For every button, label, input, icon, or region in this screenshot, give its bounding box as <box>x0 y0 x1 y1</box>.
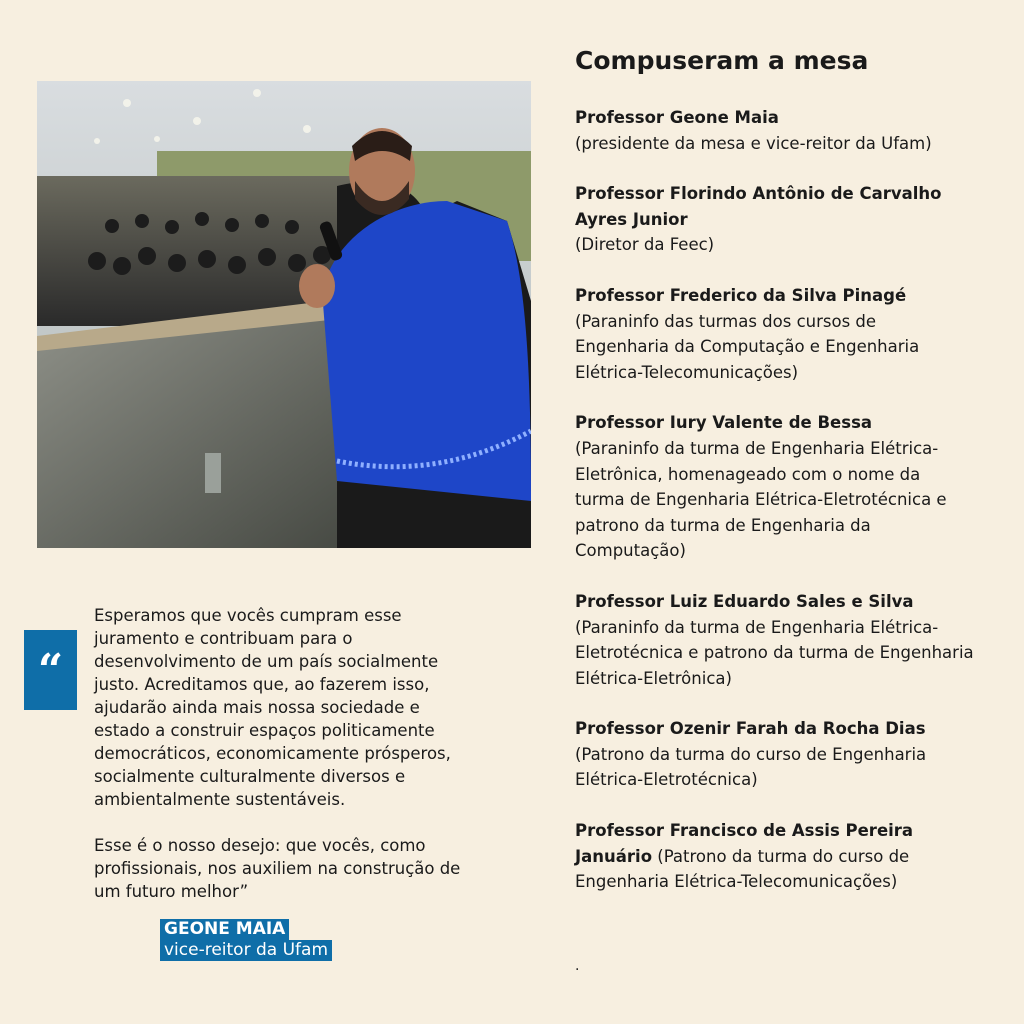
member-name: Professor Geone Maia <box>575 108 779 127</box>
mesa-member <box>575 410 975 564</box>
member-name: Professor Frederico da Silva Pinagé <box>575 285 907 305</box>
member-role: (Patrono da turma do curso de Engenharia Elétrica-Eletrotécnica) <box>575 744 927 790</box>
mesa-member <box>575 716 975 793</box>
member-role: (Paraninfo das turmas dos cursos de Engenharia da Computação e Engenharia Elétrica-Telecomunicações) <box>575 311 920 382</box>
mesa-member <box>575 818 975 895</box>
mesa-section <box>575 44 975 920</box>
quote-signature <box>160 919 332 961</box>
member-role: (Patrono da turma do curso de Engenharia Elétrica-Telecomunicações) <box>575 846 910 892</box>
mesa-member <box>575 589 975 691</box>
quote-author-name: GEONE MAIA <box>160 919 289 940</box>
member-name: Professor Luiz Eduardo Sales e Silva <box>575 591 914 611</box>
mesa-title: Compuseram a mesa <box>575 46 869 75</box>
member-name: Professor Francisco de Assis Pereira Januário <box>575 821 914 866</box>
member-name: Professor Iury Valente de Bessa <box>575 413 873 433</box>
quote-paragraph-1: Esperamos que vocês cumpram esse juramento e contribuam para o desenvolvimento de um país socialmente justo. Acreditamos que, ao fazerem isso, ajudarão ainda mais nossa sociedade e estado a construir espaços politicamente democráticos, economicamente prósperos, socialmente culturalmente diversos e ambientalmente sustentáveis. <box>94 606 451 809</box>
mesa-member <box>575 181 975 258</box>
quote-paragraph-2: Esse é o nosso desejo: que vocês, como profissionais, nos auxiliem na construção de um futuro melhor” <box>94 836 461 901</box>
quote-author-role: vice-reitor da Ufam <box>160 940 332 961</box>
quote-block <box>94 604 474 926</box>
member-name: Professor Ozenir Farah da Rocha Dias <box>575 719 926 739</box>
member-role: (presidente da mesa e vice-reitor da Ufam) <box>575 133 932 153</box>
mesa-member <box>575 283 975 385</box>
speaker-photo <box>37 81 531 548</box>
member-role: (Paraninfo da turma de Engenharia Elétrica-Eletrotécnica e patrono da turma de Engenharia Elétrica-Eletrônica) <box>575 617 974 688</box>
quote-mark-icon: “ <box>24 630 77 710</box>
graduation-speaker-photo-icon <box>37 81 531 548</box>
mesa-member <box>575 105 975 156</box>
trailing-mark: . <box>575 958 580 974</box>
member-role: (Diretor da Feec) <box>575 235 715 255</box>
member-role: (Paraninfo da turma de Engenharia Elétrica-Eletrônica, homenageado com o nome da turma de Engenharia Elétrica-Eletrotécnica e patrono da turma de Engenharia da Computação) <box>575 438 947 561</box>
member-name: Professor Florindo Antônio de Carvalho Ayres Junior <box>575 184 942 229</box>
